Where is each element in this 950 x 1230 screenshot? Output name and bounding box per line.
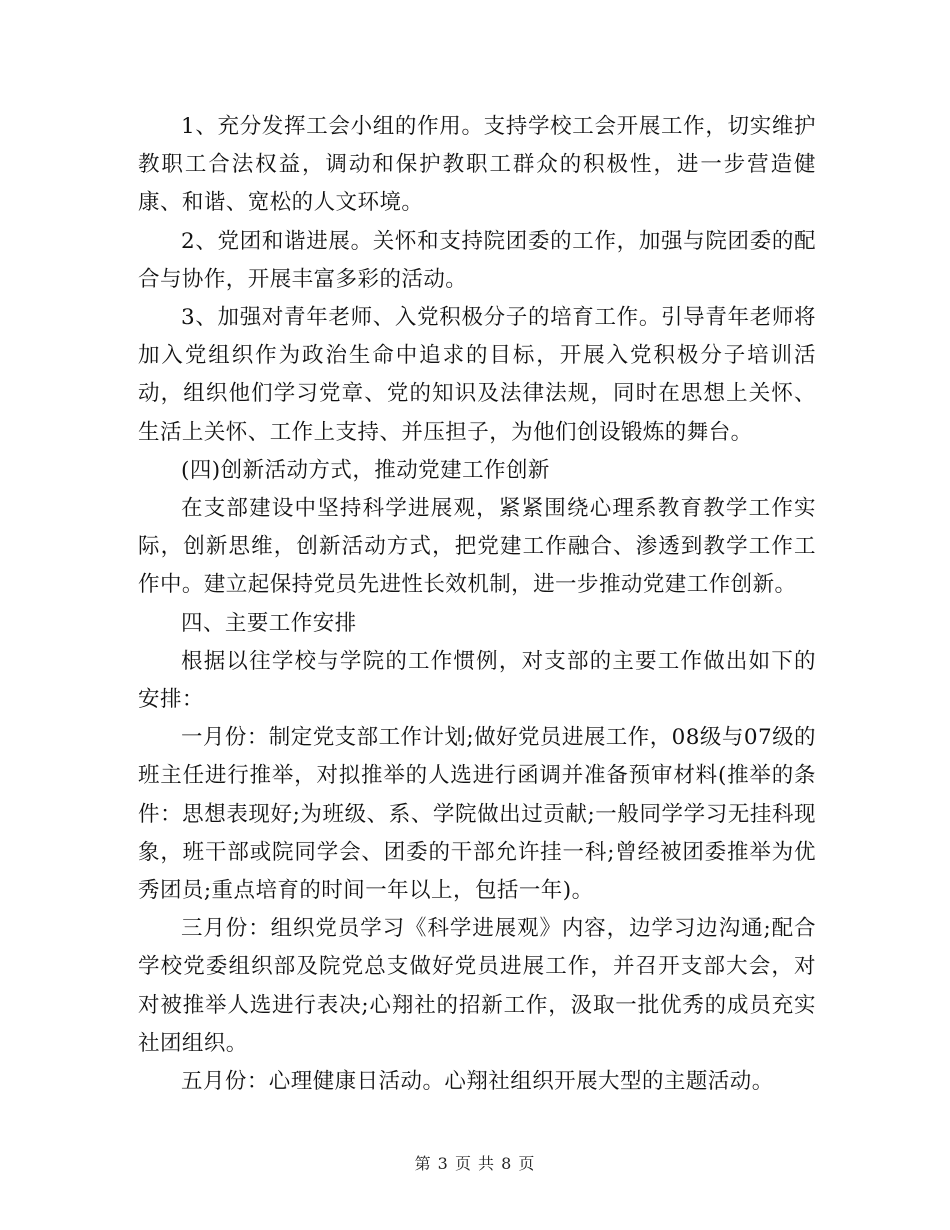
paragraph-march: 三月份：组织党员学习《科学进展观》内容，边学习边沟通;配合学校党委组织部及院党总支做好党员进展工作，并召开支部大会，对对被推举人选进行表决;心翔社的招新工作，汲取一批优秀的成员充实社团组织。 — [138, 916, 816, 1056]
paragraph-party-league: 2、党团和谐进展。关怀和支持院团委的工作，加强与院团委的配合与协作，开展丰富多彩的活动。 — [138, 228, 816, 292]
paragraph-may: 五月份：心理健康日活动。心翔社组织开展大型的主题活动。 — [181, 1069, 774, 1095]
paragraph-union-group: 1、充分发挥工会小组的作用。支持学校工会开展工作，切实维护教职工合法权益，调动和保护教职工群众的积极性，进一步营造健康、和谐、宽松的人文环境。 — [138, 114, 816, 216]
paragraph-young-teachers: 3、加强对青年老师、入党积极分子的培育工作。引导青年老师将加入党组织作为政治生命中追求的目标，开展入党积极分子培训活动，组织他们学习党章、党的知识及法律法规，同时在思想上关怀、生活上关怀、工作上支持、并压担子，为他们创设锻炼的舞台。 — [138, 305, 816, 445]
paragraph-january: 一月份：制定党支部工作计划;做好党员进展工作，08级与07级的班主任进行推举，对拟推举的人选进行函调并准备预审材料(推举的条件：思想表现好;为班级、系、学院做出过贡献;一般同学学习无挂科现象，班干部或院同学会、团委的干部允许挂一科;曾经被团委推举为优秀团员;重点培育的时间一年以上，包括一年)。 — [138, 725, 816, 904]
page-number-footer: 第 3 页 共 8 页 — [414, 1154, 536, 1173]
section-heading-work-arrangement: 四、主要工作安排 — [181, 610, 357, 636]
paragraph-arrangement-intro: 根据以往学校与学院的工作惯例，对支部的主要工作做出如下的安排： — [138, 648, 816, 713]
document-body — [138, 108, 816, 1101]
paragraph-branch-building: 在支部建设中坚持科学进展观，紧紧围绕心理系教育教学工作实际，创新思维，创新活动方式，把党建工作融合、渗透到教学工作工作中。建立起保持党员先进性长效机制，进一步推动党建工作创新。 — [138, 496, 816, 598]
section-heading-innovation: (四)创新活动方式，推动党建工作创新 — [181, 457, 550, 483]
